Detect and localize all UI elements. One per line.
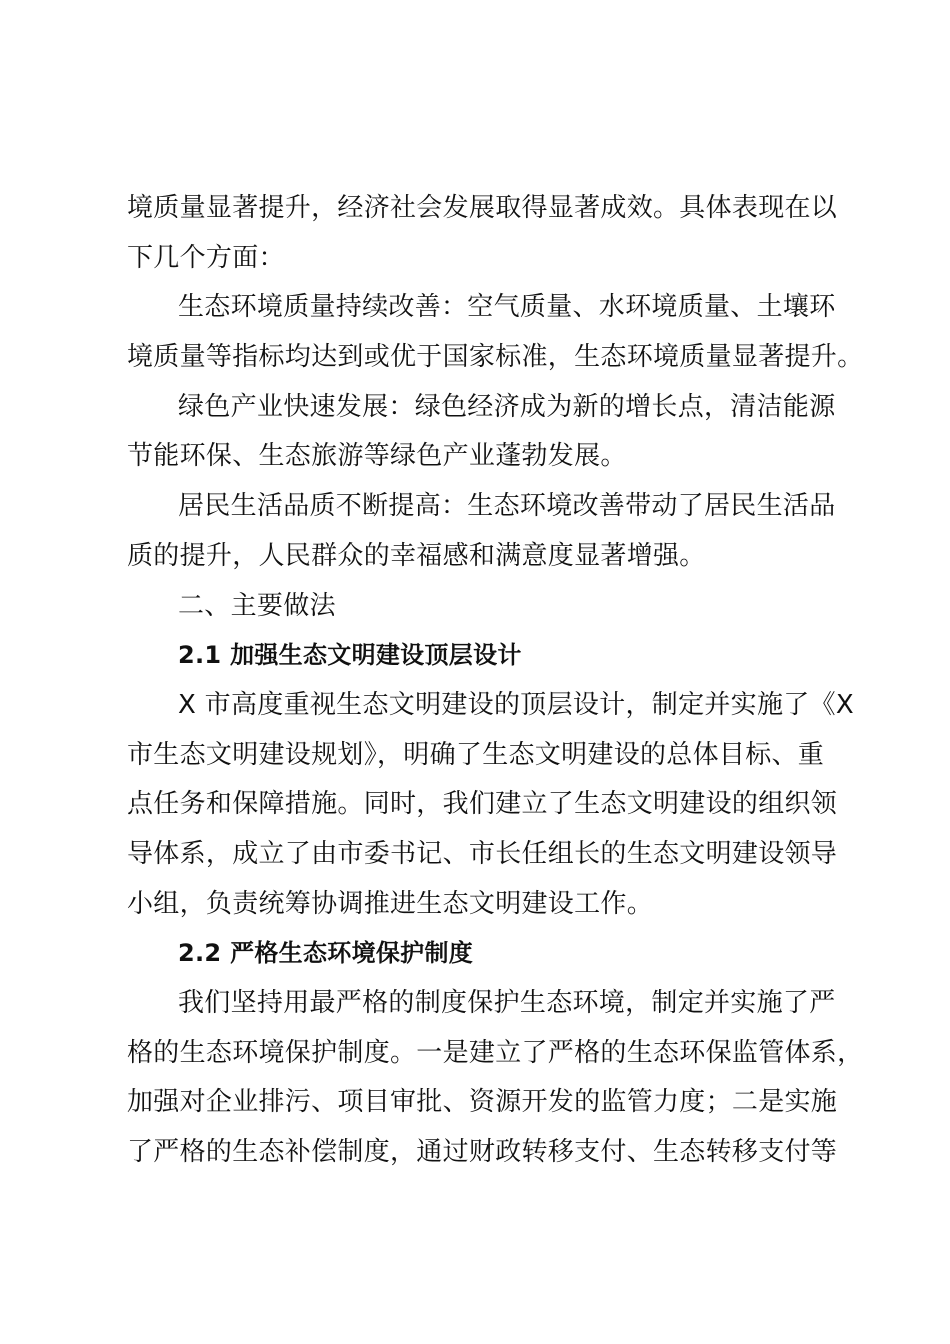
paragraph-line: 境质量显著提升，经济社会发展取得显著成效。具体表现在以 xyxy=(127,193,838,223)
paragraph-line: 节能环保、生态旅游等绿色产业蓬勃发展。 xyxy=(127,441,627,472)
paragraph-line: 点任务和保障措施。同时，我们建立了生态文明建设的组织领 xyxy=(127,789,838,820)
subsection-heading: 2.2 严格生态环境保护制度 xyxy=(178,939,474,968)
paragraph-line: 绿色产业快速发展：绿色经济成为新的增长点，清洁能源 xyxy=(178,391,836,422)
paragraph-line: 居民生活品质不断提高：生态环境改善带动了居民生活品 xyxy=(178,491,836,522)
section-heading: 二、主要做法 xyxy=(178,590,336,621)
paragraph-line: 小组，负责统筹协调推进生态文明建设工作。 xyxy=(127,888,654,919)
paragraph-line: 境质量等指标均达到或优于国家标准，生态环境质量显著提升。 xyxy=(127,342,864,373)
paragraph-line: 导体系，成立了由市委书记、市长任组长的生态文明建设领导 xyxy=(127,838,838,869)
paragraph-line: 质的提升，人民群众的幸福感和满意度显著增强。 xyxy=(127,540,706,571)
paragraph-line: 下几个方面： xyxy=(127,242,285,273)
subsection-heading: 2.1 加强生态文明建设顶层设计 xyxy=(178,641,522,670)
document-body xyxy=(127,184,864,1178)
paragraph-line: 我们坚持用最严格的制度保护生态环境，制定并实施了严 xyxy=(178,988,836,1018)
paragraph-line: X 市高度重视生态文明建设的顶层设计，制定并实施了《X xyxy=(178,689,854,720)
paragraph-line: 生态环境质量持续改善：空气质量、水环境质量、土壤环 xyxy=(178,292,836,323)
paragraph-line: 格的生态环境保护制度。一是建立了严格的生态环保监管体系， xyxy=(127,1037,864,1068)
paragraph-line: 市生态文明建设规划》，明确了生态文明建设的总体目标、重 xyxy=(127,739,825,770)
paragraph-line: 了严格的生态补偿制度，通过财政转移支付、生态转移支付等 xyxy=(127,1137,838,1168)
paragraph-line: 加强对企业排污、项目审批、资源开发的监管力度；二是实施 xyxy=(127,1087,838,1118)
